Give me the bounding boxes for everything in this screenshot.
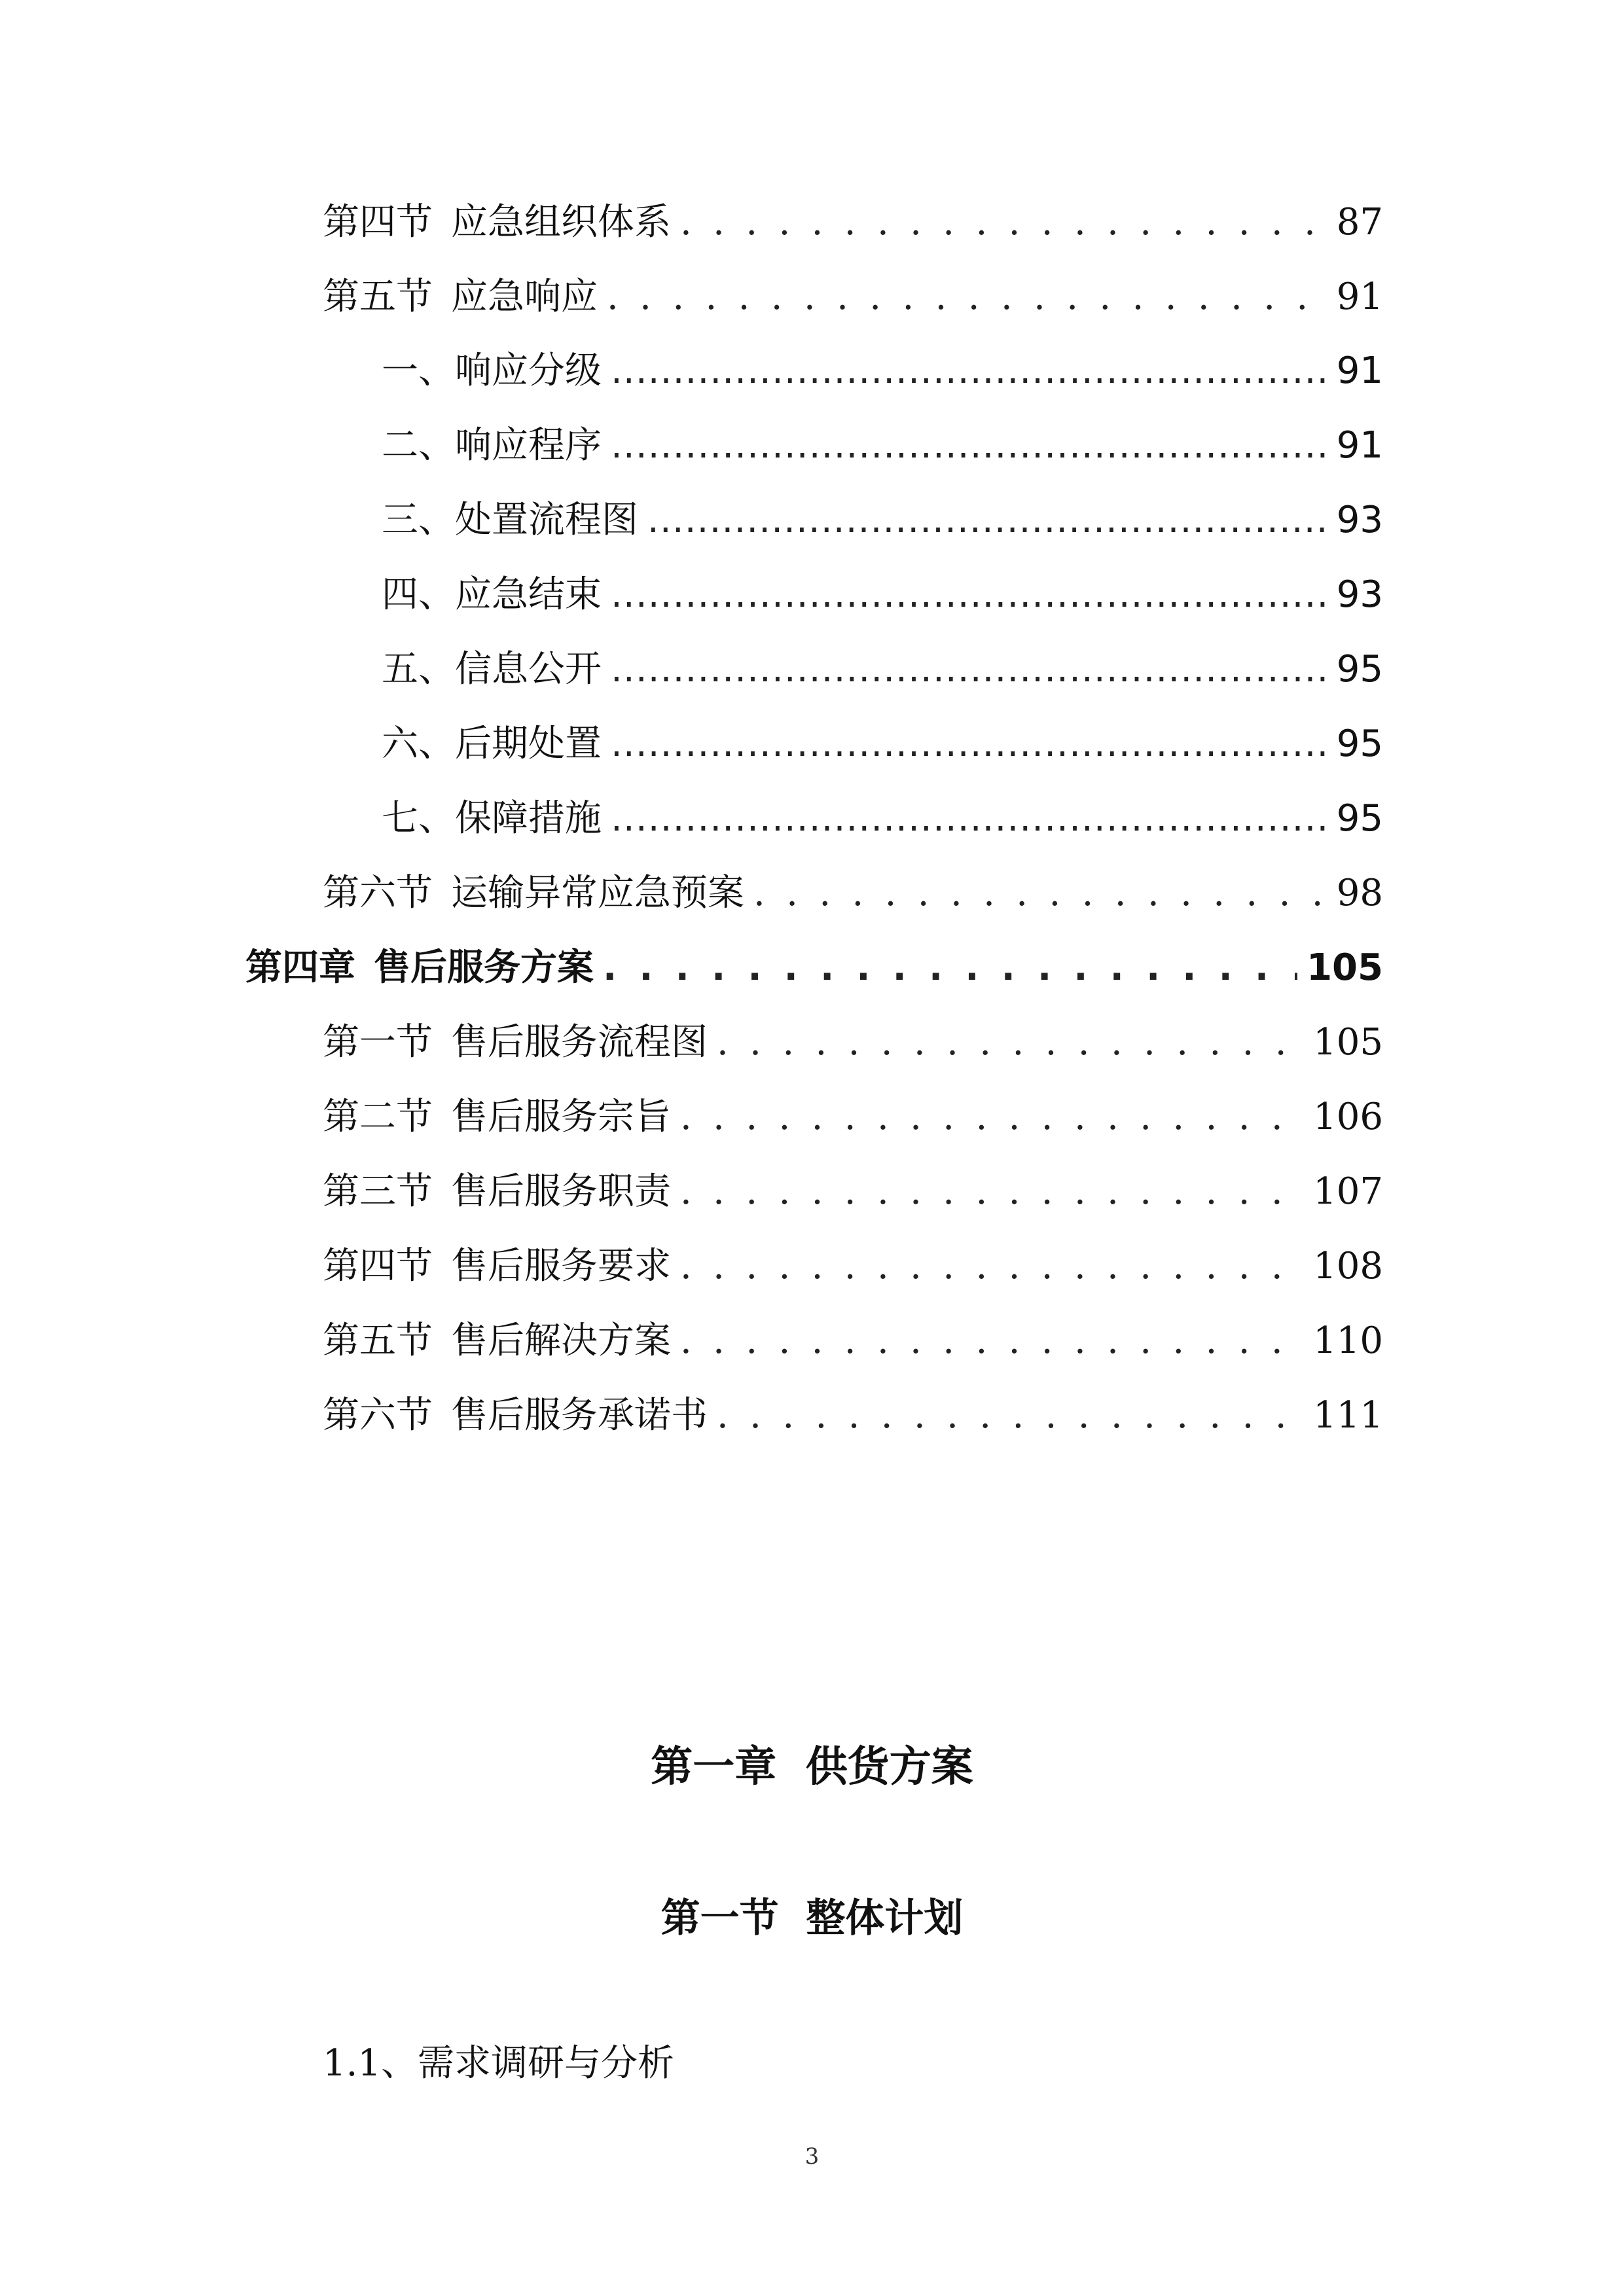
toc-entry-page: 110 <box>1313 1319 1383 1362</box>
toc-entry-transport-emergency-plan[interactable] <box>323 867 1383 920</box>
toc-entry-title: 响应程序 <box>455 424 602 467</box>
toc-dot-leader <box>611 643 1327 696</box>
toc-entry-page: 106 <box>1313 1096 1383 1138</box>
toc-entry-after-sales-solutions[interactable] <box>323 1315 1383 1367</box>
toc-entry-post-handling[interactable] <box>382 718 1383 770</box>
toc-dot-leader <box>611 569 1327 621</box>
toc-dot-leader <box>680 1166 1304 1218</box>
toc-entry-title: 售后服务方案 <box>374 946 594 989</box>
page-number: 3 <box>804 2144 820 2170</box>
toc-entry-information-disclosure[interactable] <box>382 643 1383 696</box>
toc-entry-emergency-response[interactable] <box>323 271 1383 323</box>
toc-entry-number: 三、 <box>382 499 455 541</box>
toc-entry-emergency-organization[interactable] <box>323 196 1383 249</box>
toc-entry-number: 第六节 <box>323 872 433 914</box>
toc-dot-leader <box>680 1315 1304 1367</box>
toc-entry-number: 第五节 <box>323 276 433 318</box>
toc-entry-page: 93 <box>1336 499 1383 541</box>
toc-entry-title: 售后服务要求 <box>451 1245 671 1287</box>
toc-entry-number: 七、 <box>382 797 455 840</box>
toc-entry-title: 应急结束 <box>455 573 602 616</box>
toc-entry-emergency-end[interactable] <box>382 569 1383 621</box>
toc-entry-page: 98 <box>1336 872 1383 914</box>
toc-entry-title: 售后服务承诺书 <box>451 1394 708 1437</box>
toc-entry-after-sales-commitment[interactable] <box>323 1390 1383 1442</box>
toc-entry-page: 105 <box>1313 1021 1383 1064</box>
toc-entry-after-sales-duties[interactable] <box>323 1166 1383 1218</box>
toc-entry-after-sales-purpose[interactable] <box>323 1091 1383 1143</box>
toc-entry-safeguard-measures[interactable] <box>382 793 1383 845</box>
toc-entry-number: 五、 <box>382 648 455 691</box>
toc-entry-page: 107 <box>1313 1170 1383 1213</box>
toc-entry-page: 95 <box>1336 648 1383 691</box>
toc-entry-title: 应急组织体系 <box>451 201 671 243</box>
toc-entry-title: 售后解决方案 <box>451 1319 671 1362</box>
toc-entry-title: 售后服务职责 <box>451 1170 671 1213</box>
toc-entry-title: 保障措施 <box>455 797 602 840</box>
toc-entry-page: 91 <box>1336 350 1383 392</box>
toc-dot-leader <box>611 345 1327 397</box>
toc-entry-title: 售后服务流程图 <box>451 1021 708 1064</box>
toc-entry-number: 四、 <box>382 573 455 616</box>
toc-entry-number: 二、 <box>382 424 455 467</box>
toc-entry-page: 95 <box>1336 797 1383 840</box>
toc-dot-leader <box>717 1016 1304 1069</box>
toc-entry-number: 一、 <box>382 350 455 392</box>
toc-entry-after-sales-flowchart[interactable] <box>323 1016 1383 1069</box>
toc-entry-number: 第四节 <box>323 201 433 243</box>
toc-entry-page: 91 <box>1336 276 1383 318</box>
toc-entry-page: 108 <box>1313 1245 1383 1287</box>
toc-dot-leader <box>611 793 1327 845</box>
toc-entry-number: 第三节 <box>323 1170 433 1213</box>
toc-entry-page: 91 <box>1336 424 1383 467</box>
toc-entry-title: 运输异常应急预案 <box>451 872 744 914</box>
toc-dot-leader <box>680 196 1327 249</box>
toc-entry-after-sales-requirements[interactable] <box>323 1240 1383 1293</box>
toc-entry-page: 105 <box>1307 946 1383 989</box>
toc-entry-page: 111 <box>1313 1394 1383 1437</box>
toc-dot-leader <box>607 271 1327 323</box>
section-title: 第一节 整体计划 <box>660 1895 964 1941</box>
toc-dot-leader <box>647 494 1327 547</box>
toc-entry-number: 第四章 <box>245 946 355 989</box>
toc-entry-title: 信息公开 <box>455 648 602 691</box>
toc-entry-page: 93 <box>1336 573 1383 616</box>
chapter-title: 第一章 供货方案 <box>651 1743 973 1791</box>
toc-dot-leader <box>611 718 1327 770</box>
subsection-title: 1.1、需求调研与分析 <box>323 2042 675 2085</box>
toc-entry-title: 响应分级 <box>455 350 602 392</box>
toc-dot-leader <box>680 1240 1304 1293</box>
toc-entry-number: 第五节 <box>323 1319 433 1362</box>
toc-dot-leader <box>717 1390 1304 1442</box>
toc-entry-number: 第四节 <box>323 1245 433 1287</box>
toc-entry-number: 第二节 <box>323 1096 433 1138</box>
toc-dot-leader <box>680 1091 1304 1143</box>
toc-entry-number: 第一节 <box>323 1021 433 1064</box>
toc-entry-number: 六、 <box>382 723 455 765</box>
toc-entry-page: 95 <box>1336 723 1383 765</box>
toc-entry-response-procedure[interactable] <box>382 420 1383 472</box>
toc-dot-leader <box>753 867 1327 920</box>
toc-entry-title: 后期处置 <box>455 723 602 765</box>
toc-entry-title: 处置流程图 <box>455 499 638 541</box>
toc-entry-chapter-after-sales[interactable] <box>245 942 1383 994</box>
toc-entry-title: 应急响应 <box>451 276 598 318</box>
toc-entry-title: 售后服务宗旨 <box>451 1096 671 1138</box>
toc-dot-leader <box>611 420 1327 472</box>
toc-entry-page: 87 <box>1336 201 1383 243</box>
toc-entry-number: 第六节 <box>323 1394 433 1437</box>
toc-entry-response-grading[interactable] <box>382 345 1383 397</box>
toc-dot-leader <box>603 942 1297 994</box>
toc-entry-handling-flowchart[interactable] <box>382 494 1383 547</box>
